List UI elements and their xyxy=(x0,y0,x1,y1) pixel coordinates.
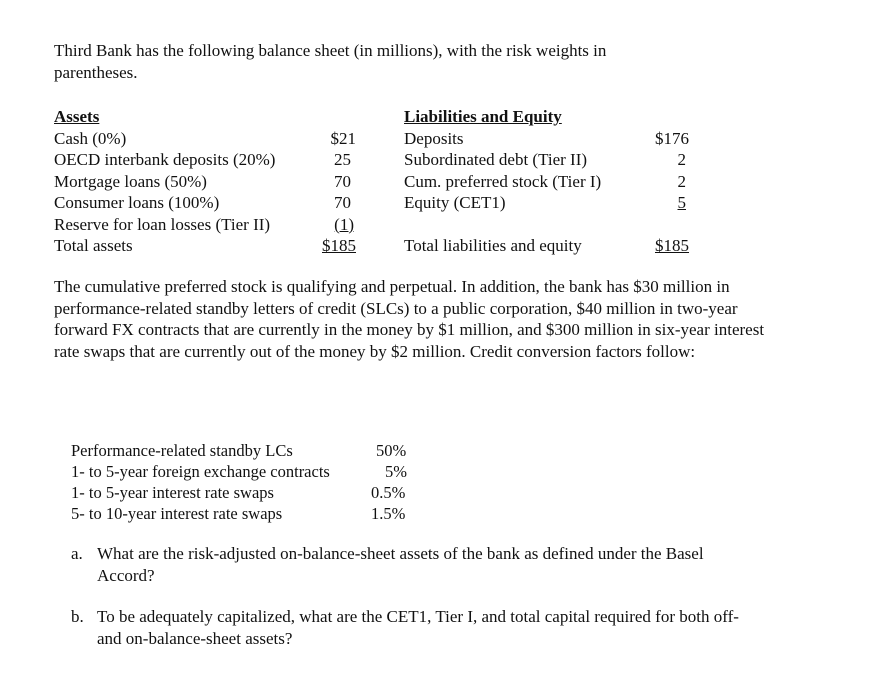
liabilities-heading: Liabilities and Equity xyxy=(404,107,562,126)
liability-row-total xyxy=(404,235,689,257)
asset-label: Cash (0%) xyxy=(54,128,127,148)
spacer xyxy=(404,214,689,236)
asset-value: 70 xyxy=(334,193,351,212)
question-letter: a. xyxy=(71,544,83,563)
ccf-table xyxy=(71,440,411,524)
body-paragraph: The cumulative preferred stock is qualifying and perpetual. In addition, the bank has $30 million in performance-related standby letters of credit (SLCs) to a public corporation, $40 million in two-year forward FX contracts that are currently in the money by $1 million, and $300 million in six-year interest rate swaps that are currently out of the money by $2 million. Credit conversion factors follow: xyxy=(54,277,765,361)
ccf-value: 1.5% xyxy=(371,504,406,523)
liability-label: Subordinated debt (Tier II) xyxy=(404,150,588,169)
assets-table xyxy=(54,106,364,257)
asset-label: OECD interbank deposits (20%) xyxy=(54,150,276,169)
asset-value: $185 xyxy=(322,236,356,255)
ccf-row xyxy=(71,503,411,524)
intro-paragraph: Third Bank has the following balance sheet (in millions), with the risk weights in parentheses. xyxy=(54,41,607,82)
liability-row xyxy=(404,171,689,193)
liability-value: 2 xyxy=(677,150,686,169)
asset-row xyxy=(54,214,364,236)
liabilities-table xyxy=(404,106,689,257)
asset-row xyxy=(54,192,364,214)
liability-label: Equity (CET1) xyxy=(404,193,506,212)
asset-label: Reserve for loan losses (Tier II) xyxy=(54,214,271,234)
asset-row xyxy=(54,128,364,150)
liability-label: Cum. preferred stock (Tier I) xyxy=(404,171,602,191)
asset-label: Mortgage loans (50%) xyxy=(54,171,207,191)
liability-label: Total liabilities and equity xyxy=(404,236,582,255)
question-a xyxy=(71,543,751,586)
liability-row xyxy=(404,149,689,171)
liability-row xyxy=(404,192,689,214)
question-b xyxy=(71,606,751,649)
asset-value: 70 xyxy=(334,171,351,191)
liability-value: 2 xyxy=(677,171,686,191)
liability-label: Deposits xyxy=(404,128,464,148)
ccf-value: 50% xyxy=(376,441,407,460)
liability-value: $185 xyxy=(655,236,689,255)
ccf-row xyxy=(71,440,411,461)
ccf-label: 1- to 5-year foreign exchange contracts xyxy=(71,462,330,481)
asset-row xyxy=(54,171,364,193)
asset-row-total xyxy=(54,235,364,257)
ccf-label: 1- to 5-year interest rate swaps xyxy=(71,483,274,502)
assets-heading: Assets xyxy=(54,107,100,126)
question-text: To be adequately capitalized, what are the CET1, Tier I, and total capital required for both off- and on-balance-sheet assets? xyxy=(97,607,739,648)
liability-value: $176 xyxy=(655,128,689,148)
ccf-row xyxy=(71,482,411,503)
question-text: What are the risk-adjusted on-balance-sheet assets of the bank as defined under the Basel Accord? xyxy=(97,544,704,585)
asset-label: Total assets xyxy=(54,236,133,255)
question-letter: b. xyxy=(71,607,84,626)
ccf-label: Performance-related standby LCs xyxy=(71,441,293,460)
liability-row xyxy=(404,128,689,150)
ccf-value: 5% xyxy=(385,462,407,481)
asset-row xyxy=(54,149,364,171)
liability-value: 5 xyxy=(677,193,686,212)
asset-value: $21 xyxy=(330,128,356,148)
asset-label: Consumer loans (100%) xyxy=(54,193,220,212)
ccf-value: 0.5% xyxy=(371,483,406,502)
ccf-row xyxy=(71,461,411,482)
ccf-label: 5- to 10-year interest rate swaps xyxy=(71,504,283,523)
asset-value: (1) xyxy=(334,214,354,234)
asset-value: 25 xyxy=(334,150,351,169)
